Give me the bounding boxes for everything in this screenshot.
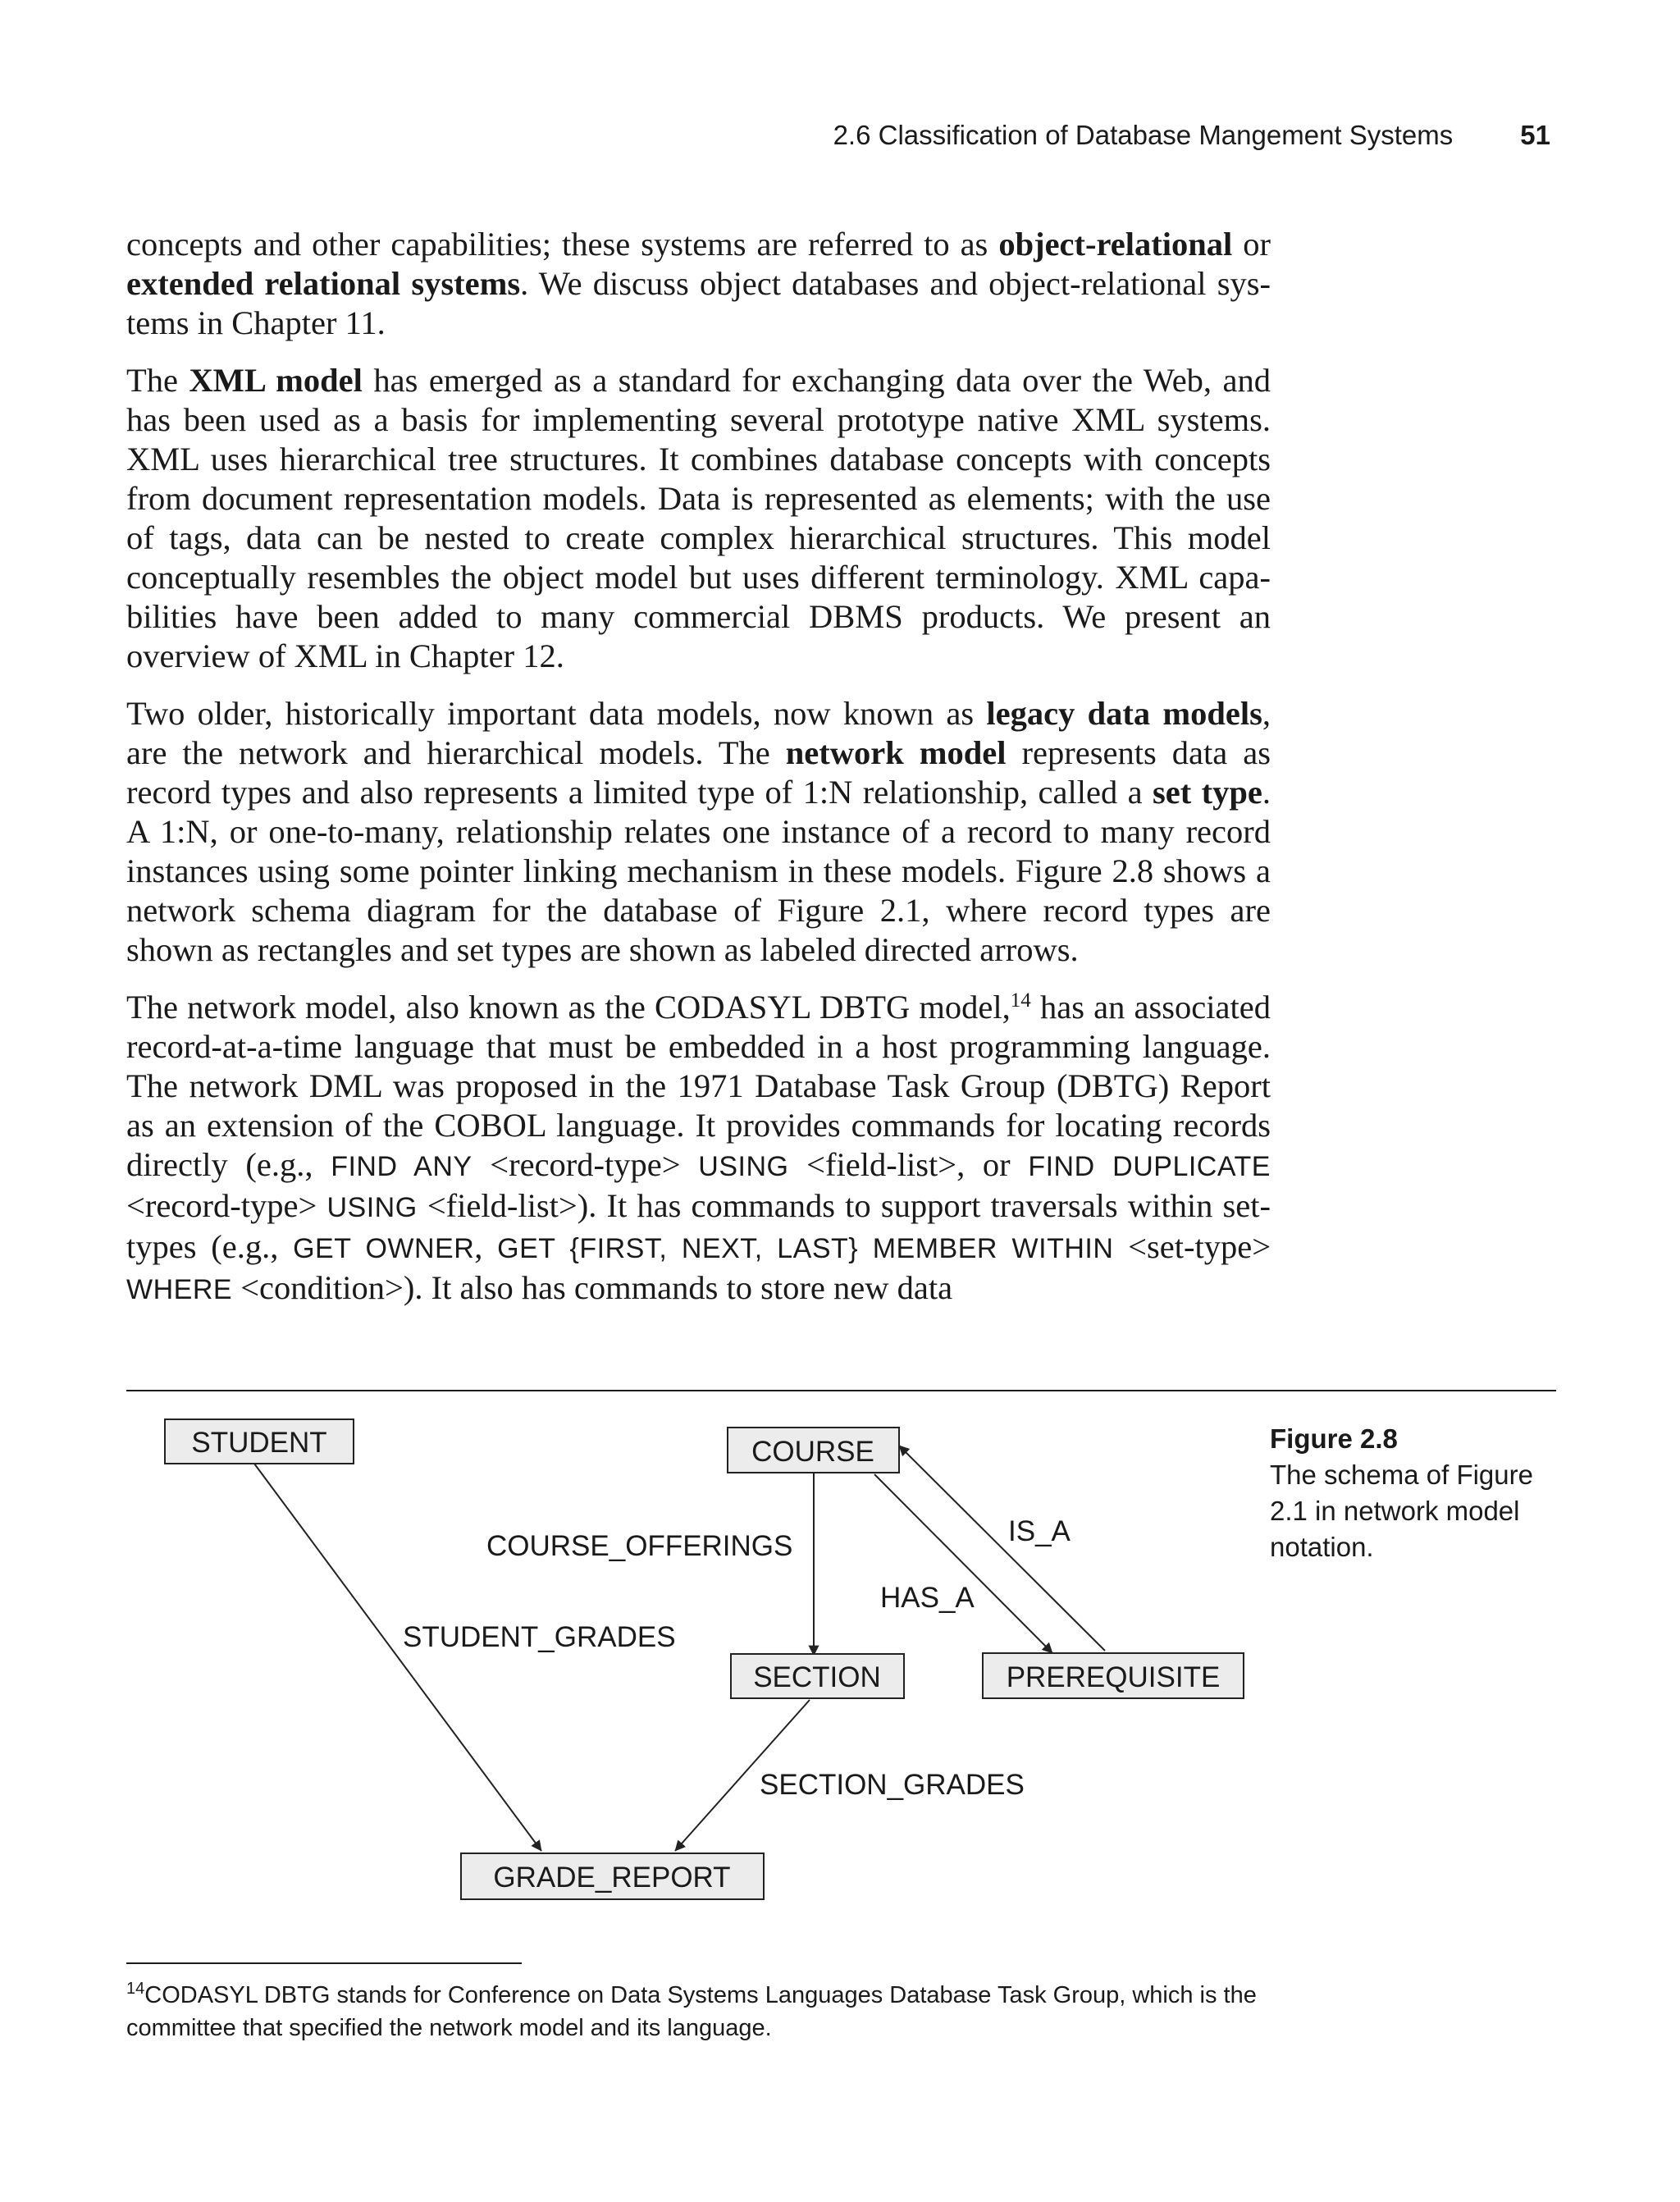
node-grade-report [461, 1853, 764, 1899]
edge-is-a [899, 1446, 1105, 1651]
edge-student-grades [254, 1464, 541, 1851]
figure-caption-text: The schema of Figure 2.1 in network model notation. [1270, 1460, 1533, 1562]
code-keyword: USING [326, 1192, 418, 1223]
footnote [126, 1979, 1275, 2044]
code-keyword: USING [698, 1151, 789, 1182]
term-set-type: set type [1153, 774, 1262, 811]
text-run: has an associated record-at-a-time language that must be embedded in a host programming language. The network DML was proposed in the 1971 Database Task Group (DBTG) Report as an extension of the COBOL language. It provides commands for locating records directly (e.g., [126, 989, 1271, 1183]
figure-caption [1270, 1421, 1565, 1565]
node-student-label: STUDENT [191, 1427, 327, 1459]
text-run: , are the network and hierarchical models. The [126, 695, 1271, 771]
text-run: The network model, also known as the CODASYL DBTG model, [126, 989, 1011, 1026]
label-is-a: IS_A [1008, 1515, 1071, 1547]
text-run: or [1232, 226, 1271, 263]
node-student [165, 1419, 354, 1464]
node-course-label: COURSE [751, 1436, 874, 1468]
running-head-section: 2.6 Classification of Database Mangement Systems [833, 120, 1454, 150]
node-grade-report-label: GRADE_REPORT [493, 1862, 731, 1894]
node-section [731, 1654, 904, 1698]
term-network-model: network model [785, 734, 1007, 771]
page-number: 51 [1520, 120, 1550, 150]
figure-caption-title: Figure 2.8 [1270, 1423, 1398, 1454]
label-has-a: HAS_A [880, 1582, 975, 1614]
label-course-offerings: COURSE_OFFERINGS [486, 1530, 793, 1562]
text-run: <field-list>, or [788, 1146, 1029, 1183]
text-run: represents data as record types and also represents a limited type of 1:N relationship, called a [126, 734, 1271, 811]
text-run: . We discuss object databases and object-relational systems in Chapter 11. [126, 265, 1271, 341]
node-prerequisite-label: PREREQUISITE [1006, 1661, 1221, 1693]
node-prerequisite [983, 1653, 1244, 1698]
text-run: Two older, historically important data models, now known as [126, 695, 987, 732]
text-run: The [126, 362, 189, 399]
term-legacy-data-models: legacy data models [986, 695, 1262, 732]
term-object-relational: object-relational [998, 226, 1233, 263]
text-run: <set-type> [1113, 1228, 1271, 1265]
text-run: . A 1:N, or one-to-many, relationship relates one instance of a record to many record instances using some pointer linking mechanism in these models. Figure 2.8 shows a network schema diagram for the database of Figure 2.1, where record types are shown as rectangles and set types are shown as labeled directed arrows. [126, 774, 1271, 968]
text-run: , [474, 1228, 498, 1265]
text-run: concepts and other capabilities; these systems are referred to as [126, 226, 999, 263]
code-keyword: GET {FIRST, NEXT, LAST} MEMBER WITHIN [497, 1233, 1114, 1264]
text-run: <field-list>). It has commands to support traversals within set-types (e.g., [126, 1187, 1271, 1265]
footnote-text: CODASYL DBTG stands for Conference on Data Systems Languages Database Task Group, which is the committee that specified the network model and its language. [126, 1982, 1257, 2041]
footnote-reference: 14 [1010, 989, 1031, 1012]
code-keyword: GET OWNER [293, 1233, 475, 1264]
footnote-number: 14 [126, 1980, 145, 1998]
text-run: <record-type> [126, 1187, 327, 1224]
text-run: has emerged as a standard for exchanging data over the Web, and has been used as a basis for implementing several prototype native XML systems. XML uses hierarchical tree structures. It combines database concepts with concepts from document representation models. Data is represented as elements; with the use of tags, data can be nested to create complex hierarchical structures. This model conceptually resembles the object model but uses different terminology. XML capabilities have been added to many commercial DBMS products. We present an overview of XML in Chapter 12. [126, 362, 1271, 674]
text-run: <condition>). It also has commands to store new data [232, 1269, 953, 1306]
footnote-rule [126, 1962, 522, 1964]
label-section-grades: SECTION_GRADES [760, 1769, 1025, 1801]
code-keyword: FIND ANY [331, 1151, 472, 1182]
term-xml-model: XML model [189, 362, 363, 399]
node-course [728, 1428, 899, 1473]
text-run: <record-type> [472, 1146, 699, 1183]
term-extended-relational: extended relational systems [126, 265, 521, 302]
edge-has-a [874, 1474, 1052, 1653]
code-keyword: WHERE [126, 1274, 233, 1305]
label-student-grades: STUDENT_GRADES [403, 1621, 676, 1653]
code-keyword: FIND DUPLICATE [1028, 1151, 1271, 1182]
node-section-label: SECTION [753, 1661, 881, 1693]
